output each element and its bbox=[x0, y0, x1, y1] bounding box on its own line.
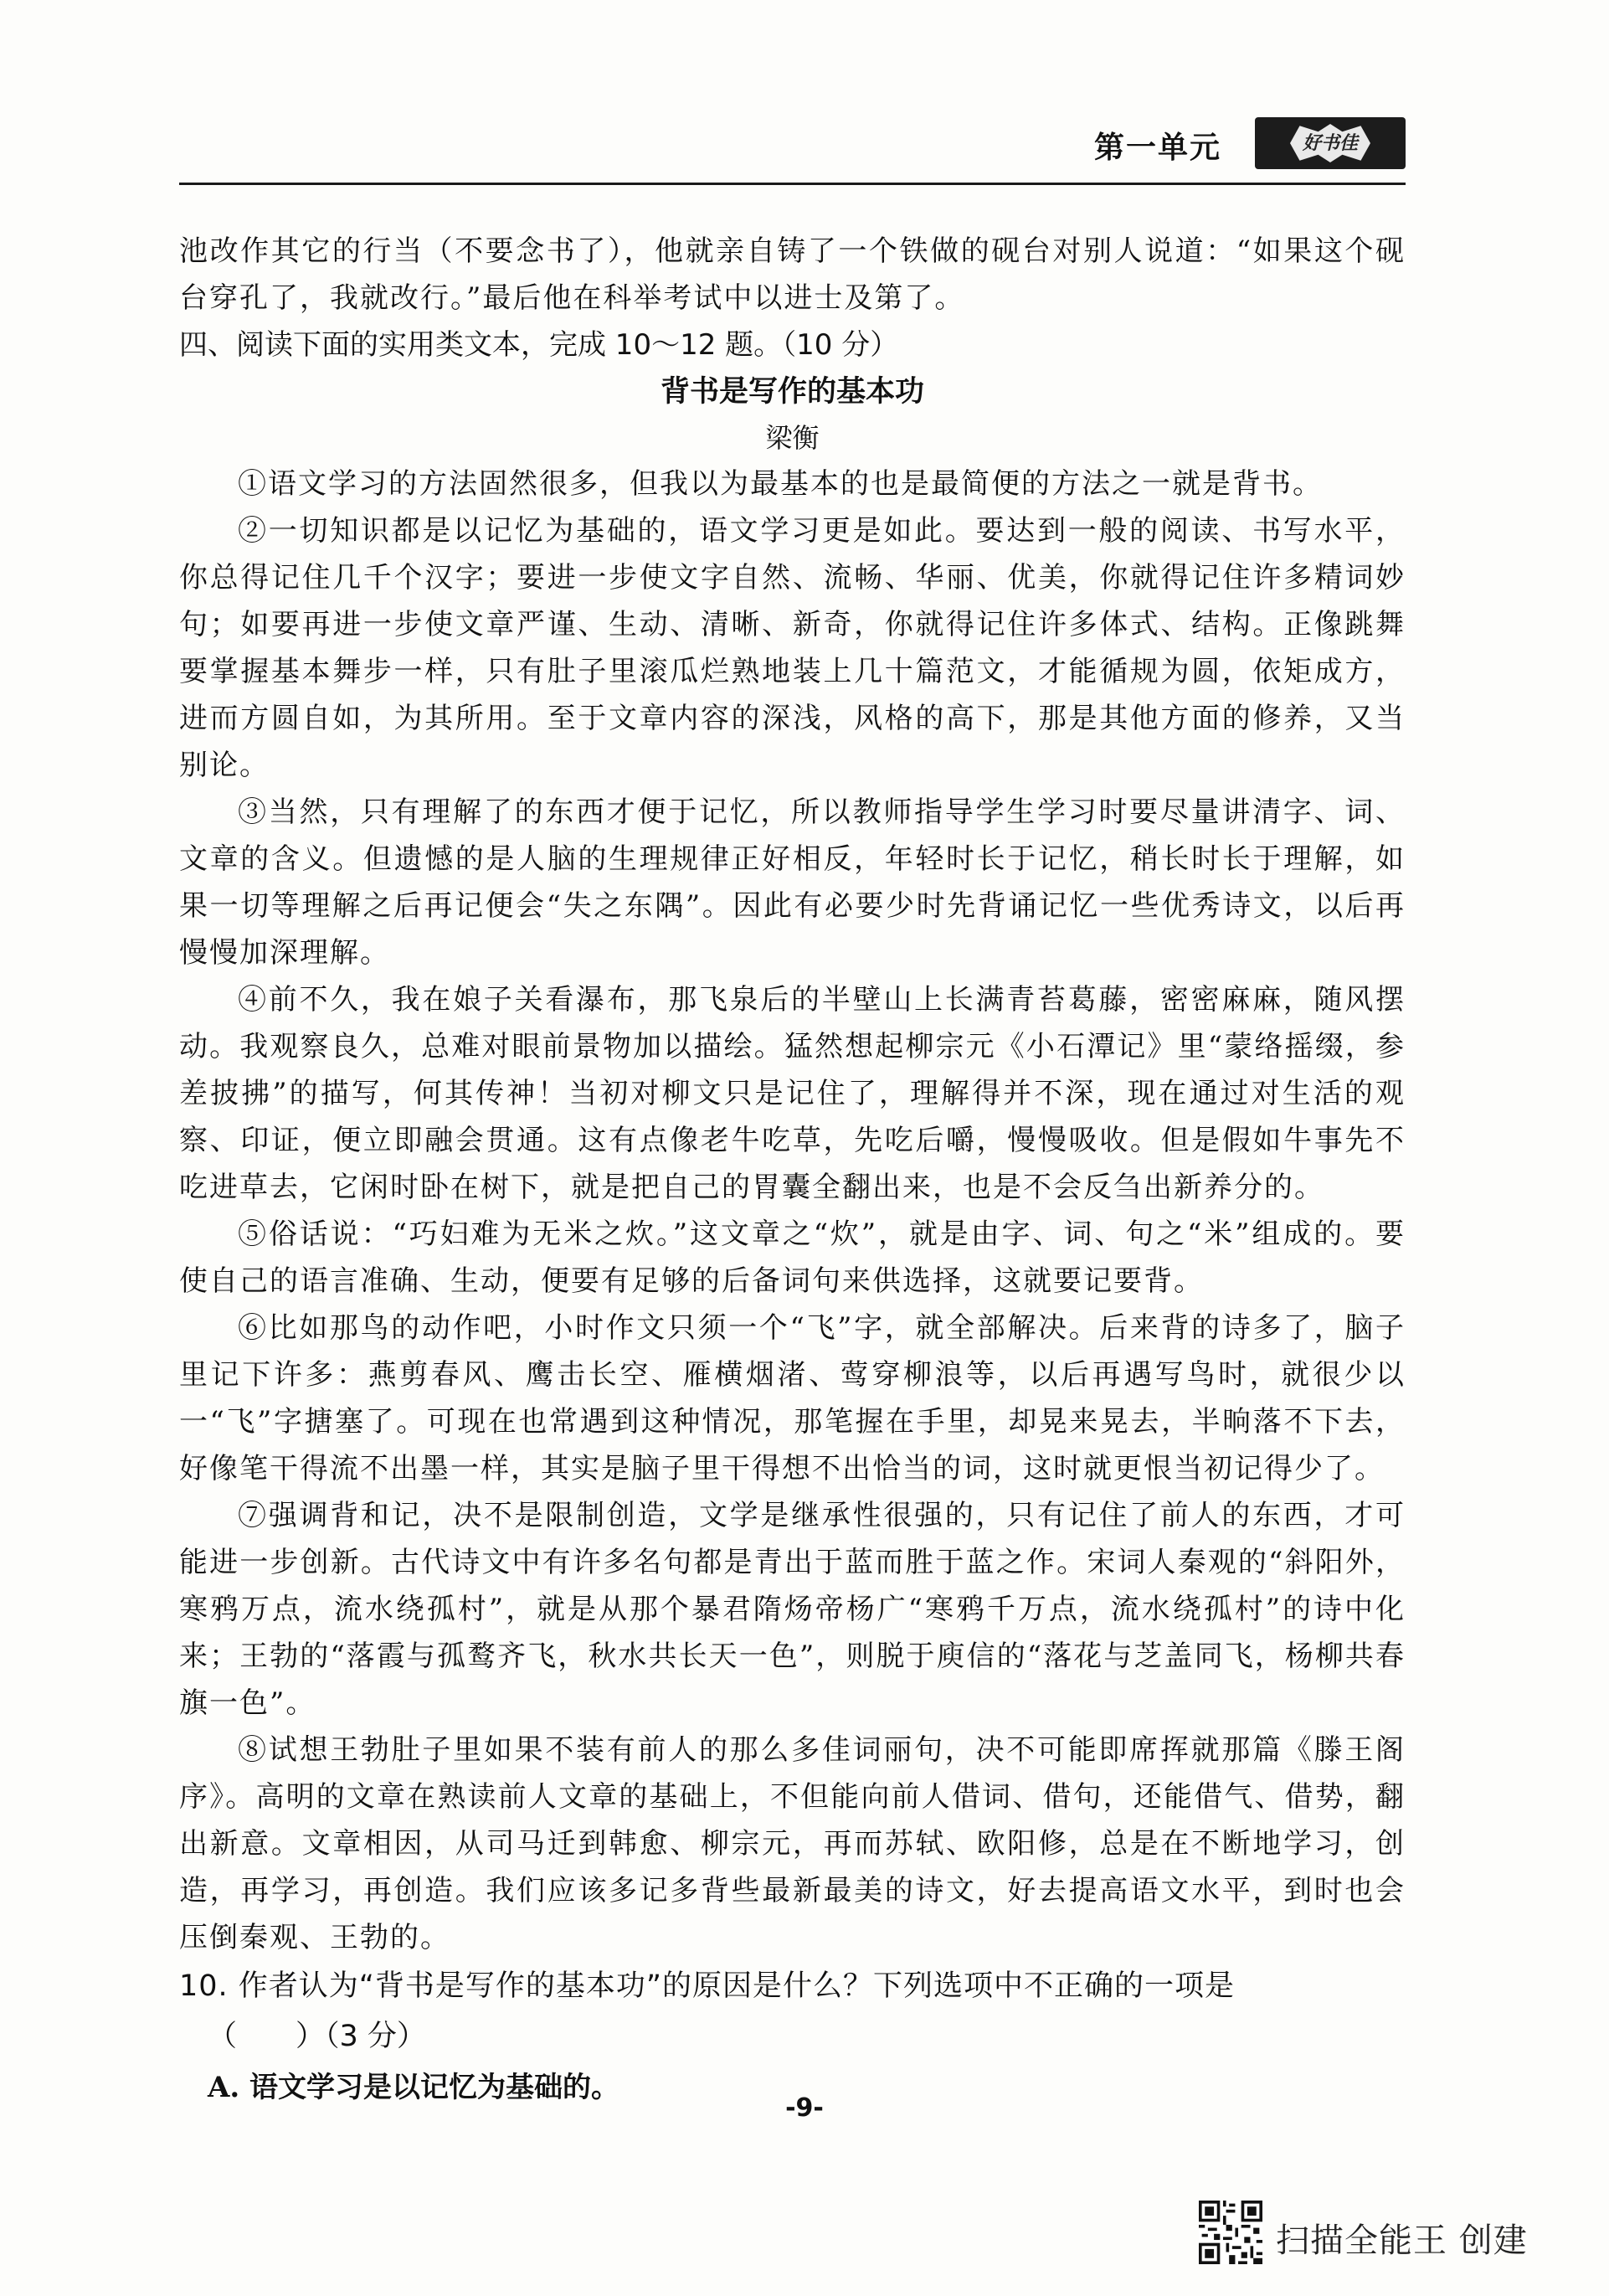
article-author: 梁衡 bbox=[765, 422, 820, 454]
continuation-paragraph: 池改作其它的行当（不要念书了），他就亲自铸了一个铁做的砚台对别人说道：“如果这个砚台穿孔了，我就改行。”最后他在科举考试中以进士及第了。 bbox=[179, 234, 1406, 315]
logo-text: 好书佳 bbox=[1302, 132, 1358, 154]
article-paragraph-6: ⑥比如那鸟的动作吧，小时作文只须一个“飞”字，就全部解决。后来背的诗多了，脑子里记下许多：燕剪春风、鹰击长空、雁横烟渚、莺穿柳浪等，以后再遇写鸟时，就很少以一“飞”字搪塞了。可现在也常遇到这种情况，那笔握在手里，却晃来晃去，半晌落不下去，好像笔干得流不出墨一样，其实是脑子里干得想不出恰当的词，这时就更恨当初记得少了。 bbox=[179, 1311, 1406, 1485]
article-paragraph-4: ④前不久，我在娘子关看瀑布，那飞泉后的半壁山上长满青苔葛藤，密密麻麻，随风摆动。我观察良久，总难对眼前景物加以描绘。猛然想起柳宗元《小石潭记》里“蒙络摇缀，参差披拂”的描写，何其传神！当初对柳文只是记住了，理解得并不深，现在通过对生活的观察、印证，便立即融会贯通。这有点像老牛吃草，先吃后嚼，慢慢吸收。但是假如牛事先不吃进草去，它闲时卧在树下，就是把自己的胃囊全翻出来，也是不会反刍出新养分的。 bbox=[179, 983, 1406, 1204]
page-content bbox=[179, 228, 1406, 2113]
page-header bbox=[179, 117, 1406, 184]
article-paragraph-3: ③当然，只有理解了的东西才便于记忆，所以教师指导学生学习时要尽量讲清字、词、文章的含义。但遗憾的是人脑的生理规律正好相反，年轻时长于记忆，稍长时长于理解，如果一切等理解之后再记便会“失之东隅”。因此有必要少时先背诵记忆一些优秀诗文，以后再慢慢加深理解。 bbox=[179, 795, 1406, 970]
question-10-answer-blank: （ ）（3 分） bbox=[208, 2020, 426, 2053]
header-divider bbox=[179, 183, 1406, 185]
page-number: -9- bbox=[785, 2093, 824, 2123]
unit-title: 第一单元 bbox=[1093, 131, 1221, 165]
article-paragraph-1: ①语文学习的方法固然很多，但我以为最基本的也是最简便的方法之一就是背书。 bbox=[238, 467, 1323, 501]
article-paragraph-7: ⑦强调背和记，决不是限制创造，文学是继承性很强的，只有记住了前人的东西，才可能进一步创新。古代诗文中有许多名句都是青出于蓝而胜于蓝之作。宋词人秦观的“斜阳外，寒鸦万点，流水绕孤村”，就是从那个暴君隋炀帝杨广“寒鸦千万点，流水绕孤村”的诗中化来；王勃的“落霞与孤鹜齐飞，秋水共长天一色”，则脱于庾信的“落花与芝盖同飞，杨柳共春旗一色”。 bbox=[179, 1499, 1406, 1720]
qr-code-icon bbox=[1199, 2201, 1262, 2264]
article-title: 背书是写作的基本功 bbox=[660, 375, 924, 409]
article-paragraph-5: ⑤俗话说：“巧妇难为无米之炊。”这文章之“炊”，就是由字、词、句之“米”组成的。要使自己的语言准确、生动，便要有足够的后备词句来供选择，这就要记要背。 bbox=[179, 1217, 1406, 1298]
question-10-stem: 10. 作者认为“背书是写作的基本功”的原因是什么？下列选项中不正确的一项是 bbox=[179, 1969, 1236, 2003]
scanner-label: 扫描全能王 创建 bbox=[1276, 2221, 1528, 2260]
scanner-watermark bbox=[1199, 2201, 1550, 2268]
question-10-option-a: A. 语文学习是以记忆为基础的。 bbox=[208, 2071, 620, 2104]
section-heading: 四、阅读下面的实用类文本，完成 10～12 题。（10 分） bbox=[179, 328, 899, 362]
brand-logo bbox=[1255, 117, 1406, 169]
article-paragraph-8: ⑧试想王勃肚子里如果不装有前人的那么多佳词丽句，决不可能即席挥就那篇《滕王阁序》。高明的文章在熟读前人文章的基础上，不但能向前人借词、借句，还能借气、借势，翻出新意。文章相因，从司马迁到韩愈、柳宗元，再而苏轼、欧阳修，总是在不断地学习，创造，再学习，再创造。我们应该多记多背些最新最美的诗文，好去提高语文水平，到时也会压倒秦观、王勃的。 bbox=[179, 1733, 1406, 1954]
article-paragraph-2: ②一切知识都是以记忆为基础的，语文学习更是如此。要达到一般的阅读、书写水平，你总得记住几千个汉字；要进一步使文字自然、流畅、华丽、优美，你就得记住许多精词妙句；如要再进一步使文章严谨、生动、清晰、新奇，你就得记住许多体式、结构。正像跳舞要掌握基本舞步一样，只有肚子里滚瓜烂熟地装上几十篇范文，才能循规为圆，依矩成方，进而方圆自如，为其所用。至于文章内容的深浅，风格的高下，那是其他方面的修养，又当别论。 bbox=[179, 514, 1406, 782]
